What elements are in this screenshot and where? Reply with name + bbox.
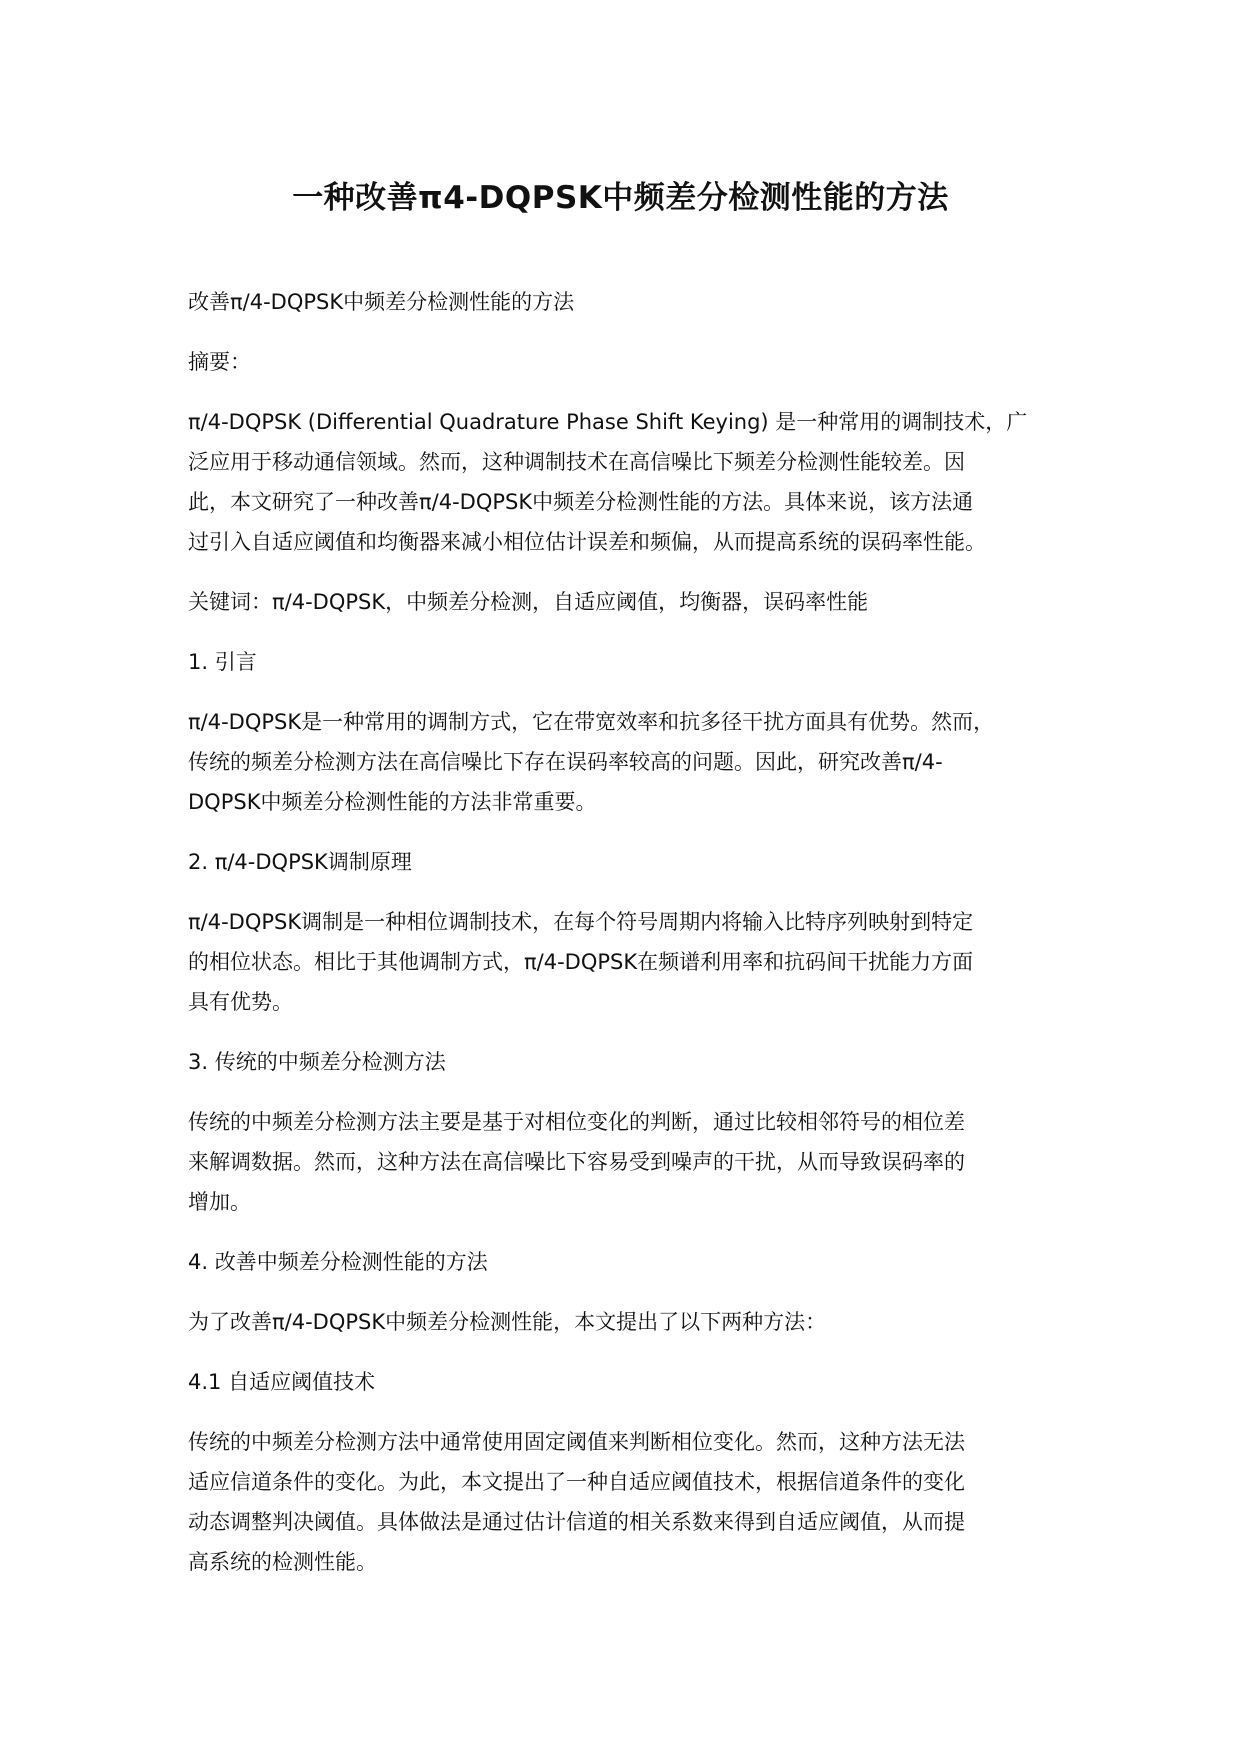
document-body [188,282,1078,1602]
text-line: 增加。 [188,1190,251,1214]
text-line: 传统的频差分检测方法在高信噪比下存在误码率较高的问题。因此，研究改善π/4- [188,750,943,774]
text-line: 3. 传统的中频差分检测方法 [188,1050,446,1074]
text-line: π/4-DQPSK是一种常用的调制方式，它在带宽效率和抗多径干扰方面具有优势。然而， [188,710,995,734]
paragraph [188,582,1078,622]
text-line: 适应信道条件的变化。为此，本文提出了一种自适应阈值技术，根据信道条件的变化 [188,1470,965,1494]
text-line: 传统的中频差分检测方法主要是基于对相位变化的判断，通过比较相邻符号的相位差 [188,1110,965,1134]
paragraph [188,1042,1078,1082]
paragraph [188,402,1078,562]
text-line: π/4-DQPSK调制是一种相位调制技术，在每个符号周期内将输入比特序列映射到特定 [188,910,974,934]
text-line: π/4-DQPSK (Differential Quadrature Phase Shift Keying) 是一种常用的调制技术，广 [188,410,1028,434]
text-line: 4.1 自适应阈值技术 [188,1370,376,1394]
text-line: 具有优势。 [188,990,293,1014]
paragraph [188,1302,1078,1342]
paragraph [188,342,1078,382]
text-line: 4. 改善中频差分检测性能的方法 [188,1250,488,1274]
paragraph [188,1422,1078,1582]
text-line: DQPSK中频差分检测性能的方法非常重要。 [188,790,597,814]
text-line: 泛应用于移动通信领域。然而，这种调制技术在高信噪比下频差分检测性能较差。因 [188,450,965,474]
text-line: 改善π/4-DQPSK中频差分检测性能的方法 [188,290,575,314]
paragraph [188,1102,1078,1222]
document-title: 一种改善π4-DQPSK中频差分检测性能的方法 [292,180,949,216]
text-line: 摘要： [188,350,251,374]
paragraph [188,842,1078,882]
text-line: 过引入自适应阈值和均衡器来减小相位估计误差和频偏，从而提高系统的误码率性能。 [188,530,986,554]
text-line: 此，本文研究了一种改善π/4-DQPSK中频差分检测性能的方法。具体来说，该方法通 [188,490,974,514]
text-line: 来解调数据。然而，这种方法在高信噪比下容易受到噪声的干扰，从而导致误码率的 [188,1150,965,1174]
text-line: 2. π/4-DQPSK调制原理 [188,850,412,874]
text-line: 的相位状态。相比于其他调制方式，π/4-DQPSK在频谱利用率和抗码间干扰能力方面 [188,950,974,974]
paragraph [188,282,1078,322]
text-line: 动态调整判决阈值。具体做法是通过估计信道的相关系数来得到自适应阈值，从而提 [188,1510,965,1534]
paragraph [188,702,1078,822]
text-line: 高系统的检测性能。 [188,1550,377,1574]
paragraph [188,642,1078,682]
text-line: 1. 引言 [188,650,257,674]
text-line: 关键词：π/4-DQPSK，中频差分检测，自适应阈值，均衡器，误码率性能 [188,590,869,614]
paragraph [188,1242,1078,1282]
paragraph [188,902,1078,1022]
text-line: 传统的中频差分检测方法中通常使用固定阈值来判断相位变化。然而，这种方法无法 [188,1430,965,1454]
text-line: 为了改善π/4-DQPSK中频差分检测性能，本文提出了以下两种方法： [188,1310,827,1334]
paragraph [188,1362,1078,1402]
